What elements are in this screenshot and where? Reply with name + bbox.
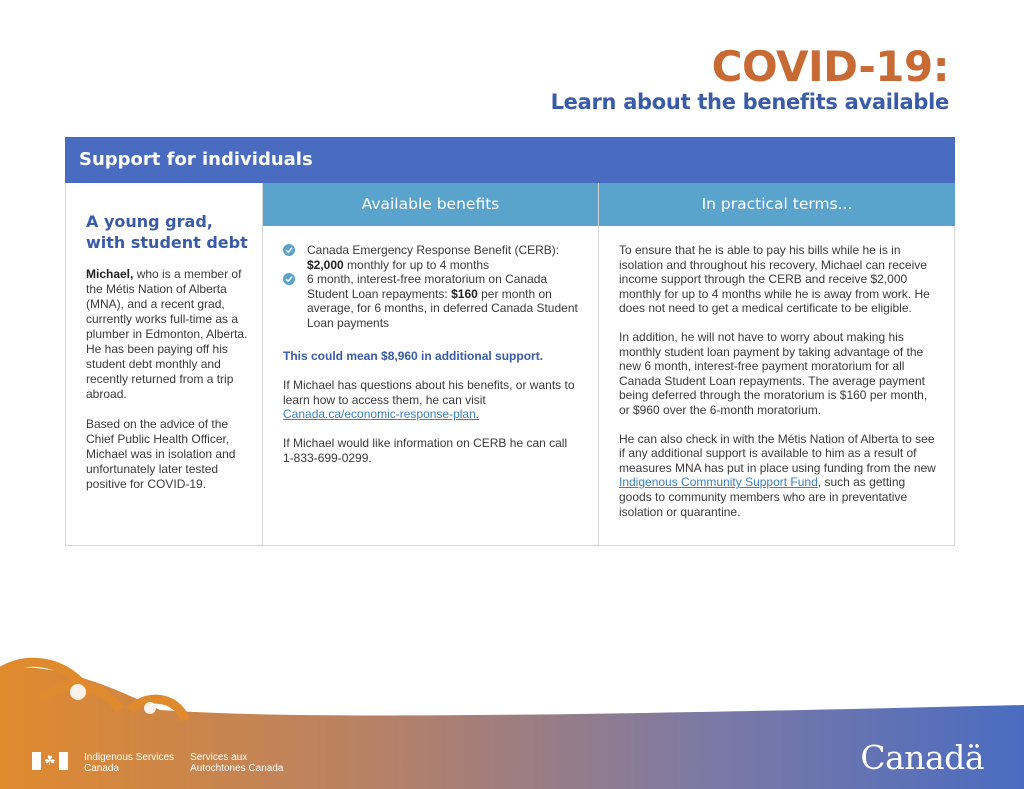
benefit-text: monthly for up to 4 months <box>343 257 490 272</box>
benefit-item-moratorium <box>283 272 580 330</box>
practical-paragraph-2: In addition, he will not have to worry about making his monthly student loan payment by taking advantage of the new 6 month, interest-free payment moratorium for all Canada Student Loan repayments. The average payment being deferred through the moratorium is $160 per month, or $960 over the 6-month moratorium. <box>619 329 928 417</box>
benefit-item-cerb <box>283 243 580 272</box>
cerb-info: If Michael would like information on CERB he can call 1-833-699-0299. <box>283 435 568 465</box>
benefit-text: Canada Emergency Response Benefit (CERB): <box>307 243 560 257</box>
questions-paragraph <box>283 378 580 422</box>
persona-bio-text: who is a member of the Métis Nation of Alberta (MNA), and a recent grad, currently works full-time as a plumber in Edmonton, Alberta. He has been paying off his student debt monthly and recently returned from a trip abroad. <box>86 267 248 401</box>
government-signature <box>32 752 283 774</box>
dept-fr-line-2: Autochtones Canada <box>190 763 284 774</box>
dept-fr-line-1: Services aux <box>190 752 248 763</box>
persona-title: A young grad, with student debt <box>86 212 248 252</box>
practical-text: , such as getting goods to community members who are in preventative isolation or quarantine. <box>619 475 908 519</box>
benefit-list <box>283 243 580 331</box>
support-panel <box>65 137 955 546</box>
canada-wordmark: Canadä <box>860 738 984 777</box>
practical-column <box>599 183 955 546</box>
persona-column <box>66 183 263 546</box>
check-icon <box>283 273 295 285</box>
benefits-column <box>263 183 599 546</box>
department-name-fr <box>190 752 283 774</box>
practical-paragraph-3 <box>619 432 937 520</box>
persona-situation: Based on the advice of the Chief Public Health Officer, Michael was in isolation and unfortunately later tested positive for COVID-19. <box>86 417 236 491</box>
benefit-amount: $160 <box>451 286 478 301</box>
benefits-body <box>263 226 598 465</box>
page-title: COVID-19: <box>711 42 949 91</box>
canada-flag-icon: ☘ <box>32 752 68 770</box>
persona-bio <box>86 267 248 402</box>
title-block <box>551 44 949 114</box>
check-icon <box>283 244 295 256</box>
questions-text: If Michael has questions about his benefits, or wants to learn how to access them, he can visit <box>283 378 575 407</box>
panel-header: Support for individuals <box>65 137 955 183</box>
department-name-en <box>84 752 174 774</box>
practical-text: He can also check in with the Métis Nation of Alberta to see if any additional support is available to him as a result of measures MNA has put in place using funding from the new <box>619 431 936 475</box>
practical-body <box>599 226 955 519</box>
benefit-text: per month on average, for 6 months, in deferred Canada Student Loan payments <box>307 286 578 330</box>
benefit-amount: $2,000 <box>307 257 344 272</box>
dept-en-line-1: Indigenous Services <box>84 752 175 763</box>
dept-en-line-2: Canada <box>84 763 120 774</box>
economic-response-plan-link[interactable]: Canada.ca/economic-response-plan. <box>283 407 480 422</box>
persona-name: Michael, <box>86 267 134 281</box>
benefit-text: 6 month, interest-free moratorium on Canada Student Loan repayments: <box>307 272 548 301</box>
practical-heading: In practical terms... <box>599 183 955 226</box>
benefits-heading: Available benefits <box>263 183 598 226</box>
support-total: This could mean $8,960 in additional support. <box>283 348 544 363</box>
practical-paragraph-1: To ensure that he is able to pay his bills while he is in isolation and throughout his recovery, Michael can receive income support through the CERB and receive $2,000 monthly for up to 4 months while he is away from work. He does not need to get a medical certificate to be eligible. <box>619 243 930 316</box>
support-fund-link[interactable]: Indigenous Community Support Fund <box>619 475 818 490</box>
page-subtitle: Learn about the benefits available <box>550 90 949 114</box>
